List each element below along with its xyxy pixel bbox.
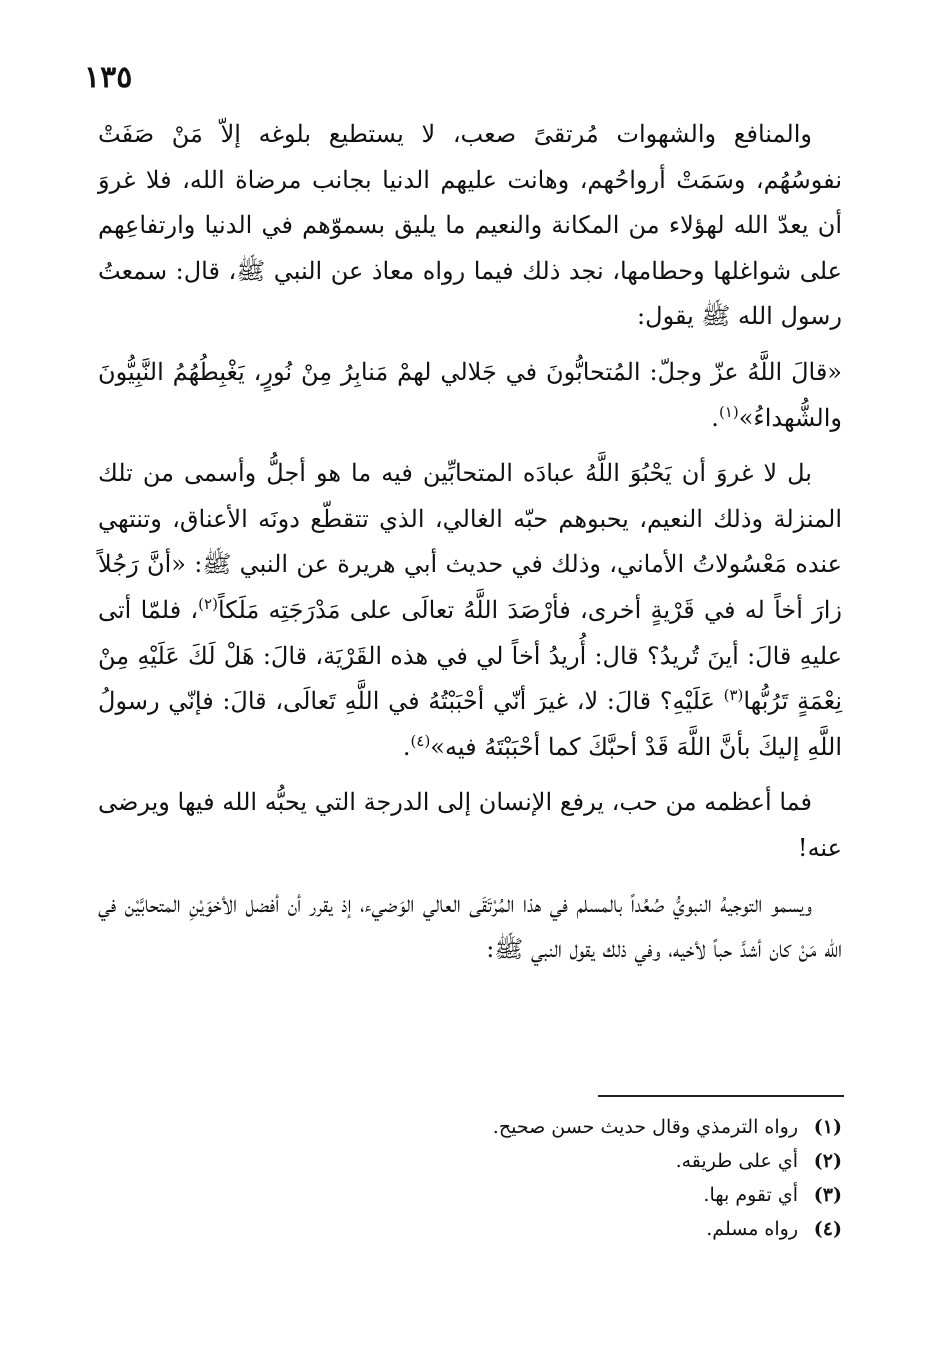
quote-1-period: . — [711, 403, 719, 432]
paragraph-2 — [98, 451, 842, 770]
footnote-item — [300, 1110, 842, 1144]
footnotes — [300, 1110, 842, 1246]
paragraph-2-part-a: بل لا غروَ أن يَحْبُوَ اللَّهُ عبادَه المتحابِّين فيه ما هو أجلُّ وأسمى من تلك المنزلة وذلك النعيم، يحبوهم حبّه الغالي، الذي تتقطّع دونَه الأعناق، وتنتهي عنده مَعْسُولاتُ الأماني، وذلك في حديث أبي هريرة عن النبي ﷺ: «أنَّ رَجُلاً زارَ أخاً له في قَرْيةٍ أخرى، فأرْصَدَ اللَّهُ تعالَى على مَدْرَجَتِه مَلَكاً — [98, 459, 842, 624]
hadith-quote-1 — [98, 350, 842, 441]
page-number: ١٣٥ — [84, 60, 133, 95]
footnote-ref-1: (١) — [718, 402, 739, 421]
footnote-number: (٢) — [813, 1150, 842, 1172]
paragraph-4: ويسمو التوجيهُ النبويُّ صُعُداً بالمسلم في هذا المُرْتَقَى العالي الوَضيء، إذ يقرر أن أفضل الأخوَيْنِ المتحابَّيْن في الله مَنْ كان أشدَّ حباً لأخيه، وفي ذلك يقول النبي ﷺ: — [98, 889, 842, 964]
footnote-number: (١) — [813, 1116, 842, 1138]
footnote-ref-3: (٣) — [723, 686, 744, 705]
footnote-ref-2: (٢) — [198, 594, 218, 613]
footnote-number: (٤) — [813, 1218, 842, 1240]
footnote-text: أي تقوم بها. — [703, 1184, 798, 1206]
footnote-ref-4: (٤) — [410, 731, 431, 750]
footnote-text: أي على طريقه. — [675, 1150, 798, 1172]
footnote-item — [300, 1178, 842, 1212]
paragraph-1: والمنافع والشهوات مُرتقىً صعب، لا يستطيع بلوغه إلاّ مَنْ صَفَتْ نفوسُهُم، وسَمَتْ أرواحُهم، وهانت عليهم الدنيا بجانب مرضاة الله، فلا غروَ أن يعدّ الله لهؤلاء من المكانة والنعيم ما يليق بسموّهم في الدنيا وارتفاعِهم على شواغلها وحطامها، نجد ذلك فيما رواه معاذ عن النبي ﷺ، قال: سمعتُ رسول الله ﷺ يقول: — [98, 120, 842, 331]
footnote-divider — [598, 1095, 844, 1097]
main-text — [98, 112, 842, 983]
paragraph-2-period: . — [402, 732, 411, 761]
footnote-text: رواه مسلم. — [706, 1218, 798, 1240]
footnote-text: رواه الترمذي وقال حديث حسن صحيح. — [492, 1116, 798, 1138]
hadith-quote-1-text: «قالَ اللَّهُ عزّ وجلّ: المُتحابُّونَ في جَلالي لهمْ مَنابِرُ مِنْ نُورٍ، يَغْبِطُهُمُ النَّبِيُّونَ والشُّهداءُ» — [98, 357, 842, 432]
footnote-number: (٣) — [813, 1184, 842, 1206]
footnote-item — [300, 1212, 842, 1246]
footnote-item — [300, 1144, 842, 1178]
paragraph-3: فما أعظمه من حب، يرفع الإنسان إلى الدرجة التي يحبُّه الله فيها ويرضى عنه! — [98, 788, 842, 862]
paragraph-2-part-c: عَلَيْهِ؟ قالَ: لا، غيرَ أنّي أحْبَبْتُهُ في اللَّهِ تَعالَى، قالَ: فإنّي رسولُ اللَّهِ إليكَ بأنَّ اللَّهَ قَدْ أحبَّكَ كما أحْبَبْتَهُ فيه» — [98, 687, 842, 761]
paragraph-2-part-b: ، فلمّا أتى عليهِ قالَ: أينَ تُريدُ؟ قال: أُريدُ أخاً لي في هذه القَرْيَة، قالَ: هَلْ لَكَ عَلَيْهِ مِنْ نِعْمَةٍ تَرُبُّها — [98, 595, 843, 716]
